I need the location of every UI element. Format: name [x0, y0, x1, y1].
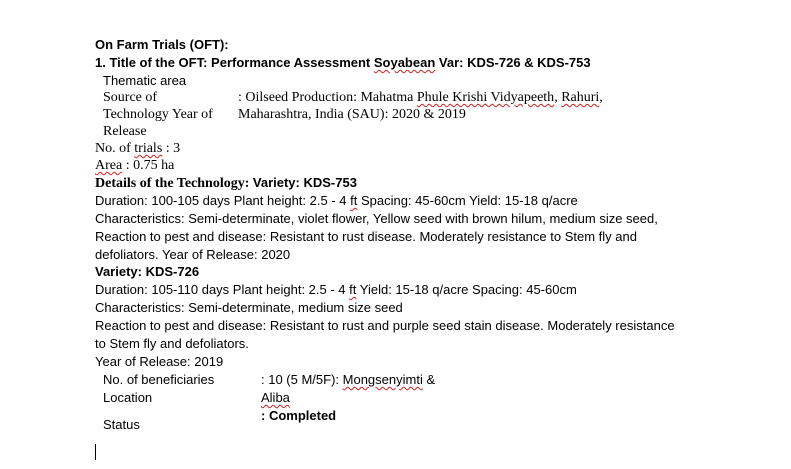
trials-label: No. of — [95, 141, 135, 156]
trials-count — [95, 140, 180, 157]
kds726-reaction-cont: to Stem fly and defoliators. — [95, 336, 249, 351]
thematic-area-label: Thematic area — [103, 73, 187, 88]
area-value: : 0.75 ha — [122, 158, 175, 173]
release-label: Release — [103, 124, 147, 139]
source-value — [238, 89, 603, 106]
trials-value: : 3 — [162, 141, 181, 156]
kds726-characteristics: Characteristics: Semi-determinate, medium size seed — [95, 300, 403, 315]
source-value-b: , — [554, 90, 562, 105]
area — [95, 157, 174, 174]
oft-title-suffix: Var: KDS-726 & KDS-753 — [435, 55, 591, 70]
status-label: Status — [103, 417, 140, 432]
kds753-duration-a: Duration: 100-105 days Plant height: 2.5 - 4 — [95, 193, 351, 208]
beneficiaries-amp: & — [422, 372, 436, 387]
oft-title-crop: Soyabean — [373, 55, 436, 70]
trials-word: trials — [134, 141, 163, 156]
source-value-city: Rahuri — [561, 90, 600, 105]
beneficiaries-count: : 10 (5 M/5F): — [261, 372, 343, 387]
kds753-duration-b: Spacing: 45-60cm Yield: 15-18 q/acre — [357, 193, 578, 208]
location-value — [261, 389, 290, 406]
source-label: Source of — [103, 90, 158, 105]
kds726-duration-a: Duration: 105-110 days Plant height: 2.5 - 4 — [95, 282, 350, 297]
technology-year-label: Technology Year of — [103, 107, 213, 122]
status-value: : Completed — [261, 408, 337, 423]
beneficiaries-label: No. of beneficiaries — [103, 372, 215, 387]
kds726-duration-unit: ft — [349, 282, 357, 297]
kds753-characteristics: Characteristics: Semi-determinate, violet flower, Yellow seed with brown hilum, medium size seed, — [95, 211, 658, 226]
kds753-duration-unit: ft — [350, 193, 358, 208]
details-heading-variety: Variety: KDS-753 — [252, 175, 357, 190]
source-value-line2: Maharashtra, India (SAU): 2020 & 2019 — [238, 107, 466, 122]
area-label: Area — [95, 158, 123, 173]
oft-heading: On Farm Trials (OFT): — [95, 37, 229, 52]
source-value-c: , — [599, 90, 603, 105]
kds726-duration-line — [95, 281, 577, 298]
location-village: Aliba — [261, 390, 290, 405]
kds726-year: Year of Release: 2019 — [95, 354, 224, 369]
kds753-reaction: Reaction to pest and disease: Resistant to rust disease. Moderately resistance to Stem fly and — [95, 229, 637, 244]
location-label: Location — [103, 390, 153, 405]
details-heading-label: Details of the Technology: — [95, 176, 253, 191]
beneficiaries-value — [261, 371, 435, 388]
source-value-a: : Oilseed Production: Mahatma — [238, 90, 417, 105]
kds753-duration-line — [95, 192, 578, 209]
source-value-university: Phule Krishi Vidyapeeth — [416, 90, 555, 105]
kds726-heading: Variety: KDS-726 — [95, 264, 200, 279]
beneficiaries-village: Mongsenyimti — [342, 372, 423, 387]
details-heading — [95, 174, 357, 192]
oft-title-prefix: 1. Title of the OFT: Performance Assessment — [95, 55, 374, 70]
kds753-reaction-cont: defoliators. Year of Release: 2020 — [95, 247, 291, 262]
kds726-duration-b: Yield: 15-18 q/acre Spacing: 45-60cm — [356, 282, 577, 297]
kds726-reaction: Reaction to pest and disease: Resistant to rust and purple seed stain disease. Moderately resistance — [95, 318, 675, 333]
text-cursor[interactable] — [95, 444, 96, 460]
oft-title — [95, 54, 591, 71]
